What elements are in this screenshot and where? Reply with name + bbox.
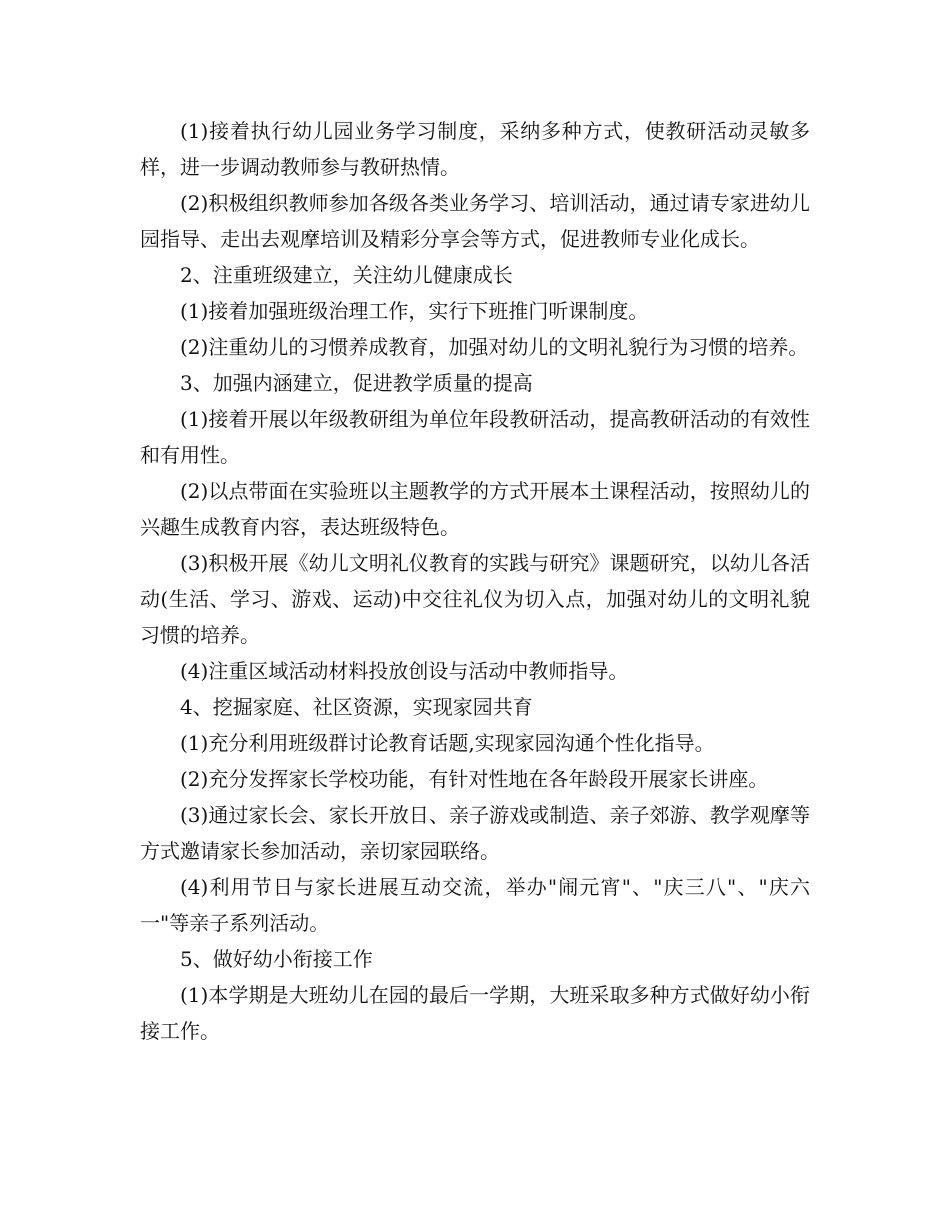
paragraph: (4)注重区域活动材料投放创设与活动中教师指导。 bbox=[180, 659, 629, 683]
paragraph: (1)接着开展以年级教研组为单位年段教研活动，提高教研活动的有效性和有用性。 bbox=[140, 407, 810, 467]
document-page bbox=[140, 113, 810, 1049]
section-heading: 2、注重班级建立，关注幼儿健康成长 bbox=[180, 263, 513, 287]
paragraph: (1)充分利用班级群讨论教育话题,实现家园沟通个性化指导。 bbox=[180, 731, 715, 755]
paragraph: (1)接着执行幼儿园业务学习制度，采纳多种方式，使教研活动灵敏多样，进一步调动教师参与教研热情。 bbox=[140, 119, 810, 179]
section-heading: 4、挖掘家庭、社区资源，实现家园共育 bbox=[180, 695, 533, 719]
paragraph: (3)通过家长会、家长开放日、亲子游戏或制造、亲子郊游、教学观摩等方式邀请家长参加活动，亲切家园联络。 bbox=[140, 803, 810, 863]
paragraph: (2)注重幼儿的习惯养成教育，加强对幼儿的文明礼貌行为习惯的培养。 bbox=[180, 335, 809, 359]
paragraph: (1)本学期是大班幼儿在园的最后一学期，大班采取多种方式做好幼小衔接工作。 bbox=[140, 983, 810, 1043]
paragraph: (4)利用节日与家长进展互动交流，举办"闹元宵"、"庆三八"、"庆六一"等亲子系列活动。 bbox=[140, 875, 810, 935]
section-heading: 3、加强内涵建立，促进教学质量的提高 bbox=[180, 371, 533, 395]
paragraph: (1)接着加强班级治理工作，实行下班推门听课制度。 bbox=[180, 299, 649, 323]
paragraph: (3)积极开展《幼儿文明礼仪教育的实践与研究》课题研究，以幼儿各活动(生活、学习、游戏、运动)中交往礼仪为切入点，加强对幼儿的文明礼貌习惯的培养。 bbox=[140, 551, 810, 647]
section-heading: 5、做好幼小衔接工作 bbox=[180, 947, 373, 971]
paragraph: (2)以点带面在实验班以主题教学的方式开展本土课程活动，按照幼儿的兴趣生成教育内容，表达班级特色。 bbox=[140, 479, 810, 539]
paragraph: (2)积极组织教师参加各级各类业务学习、培训活动，通过请专家进幼儿园指导、走出去观摩培训及精彩分享会等方式，促进教师专业化成长。 bbox=[140, 191, 810, 251]
paragraph: (2)充分发挥家长学校功能，有针对性地在各年龄段开展家长讲座。 bbox=[180, 767, 769, 791]
